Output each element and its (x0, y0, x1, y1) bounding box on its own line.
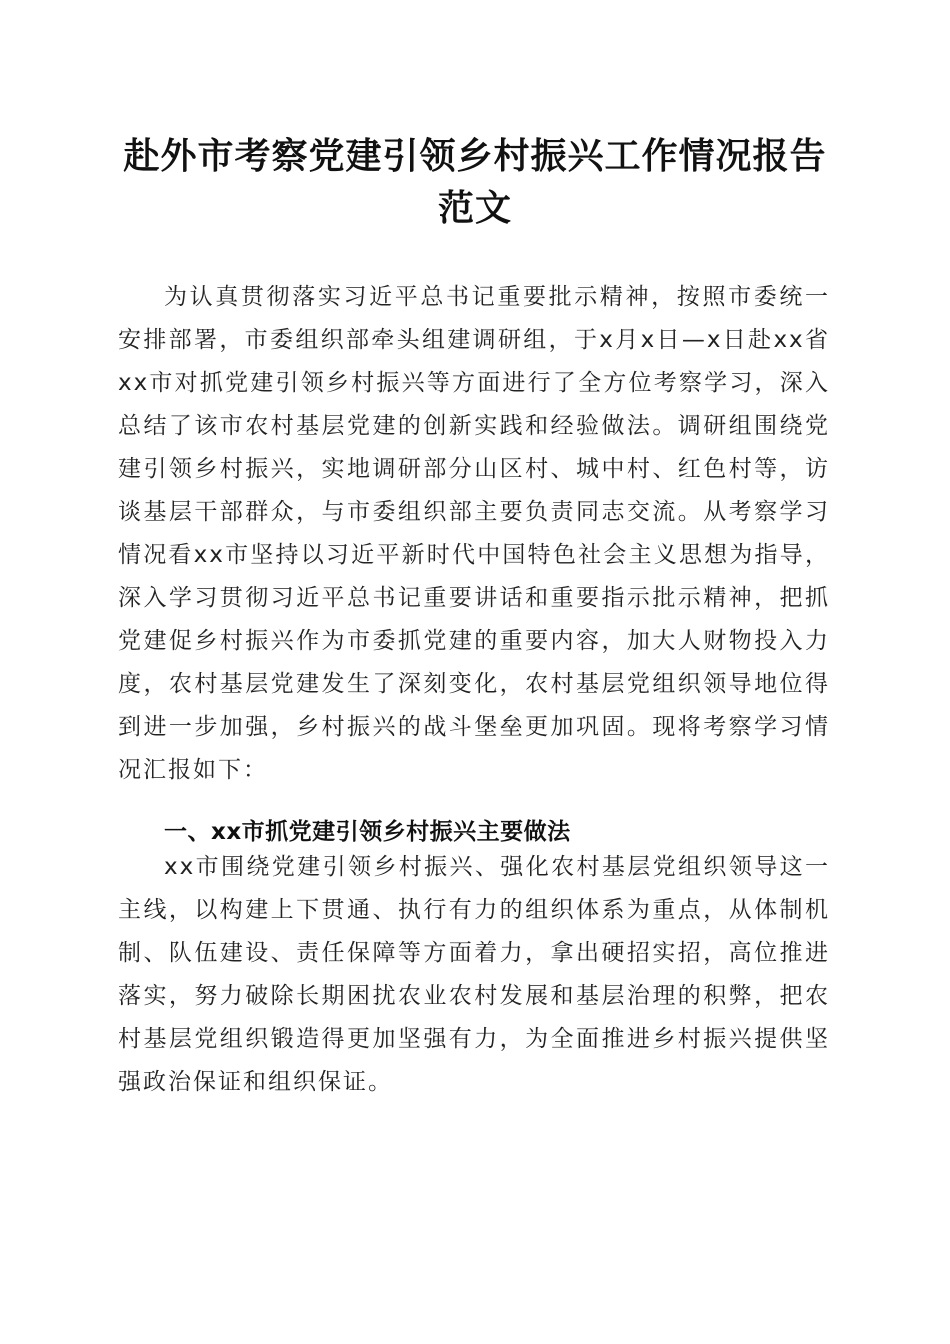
intro-paragraph: 为认真贯彻落实习近平总书记重要批示精神，按照市委统一安排部署，市委组织部牵头组建调研组，于x月x日—x日赴xx省xx市对抓党建引领乡村振兴等方面进行了全方位考察学习，深入总结了该市农村基层党建的创新实践和经验做法。调研组围绕党建引领乡村振兴，实地调研部分山区村、城中村、红色村等，访谈基层干部群众，与市委组织部主要负责同志交流。从考察学习情况看xx市坚持以习近平新时代中国特色社会主义思想为指导，深入学习贯彻习近平总书记重要讲话和重要指示批示精神，把抓党建促乡村振兴作为市委抓党建的重要内容，加大人财物投入力度，农村基层党建发生了深刻变化，农村基层党组织领导地位得到进一步加强，乡村振兴的战斗堡垒更加巩固。现将考察学习情况汇报如下： (118, 284, 830, 783)
section-paragraph: xx市围绕党建引领乡村振兴、强化农村基层党组织领导这一主线，以构建上下贯通、执行有力的组织体系为重点，从体制机制、队伍建设、责任保障等方面着力，拿出硬招实招，高位推进落实，努力破除长期困扰农业农村发展和基层治理的积弊，把农村基层党组织锻造得更加坚强有力，为全面推进乡村振兴提供坚强政治保证和组织保证。 (118, 854, 830, 1095)
document-title: 赴外市考察党建引领乡村振兴工作情况报告范文 (123, 135, 827, 229)
section-heading: 一、xx市抓党建引领乡村振兴主要做法 (164, 819, 571, 845)
